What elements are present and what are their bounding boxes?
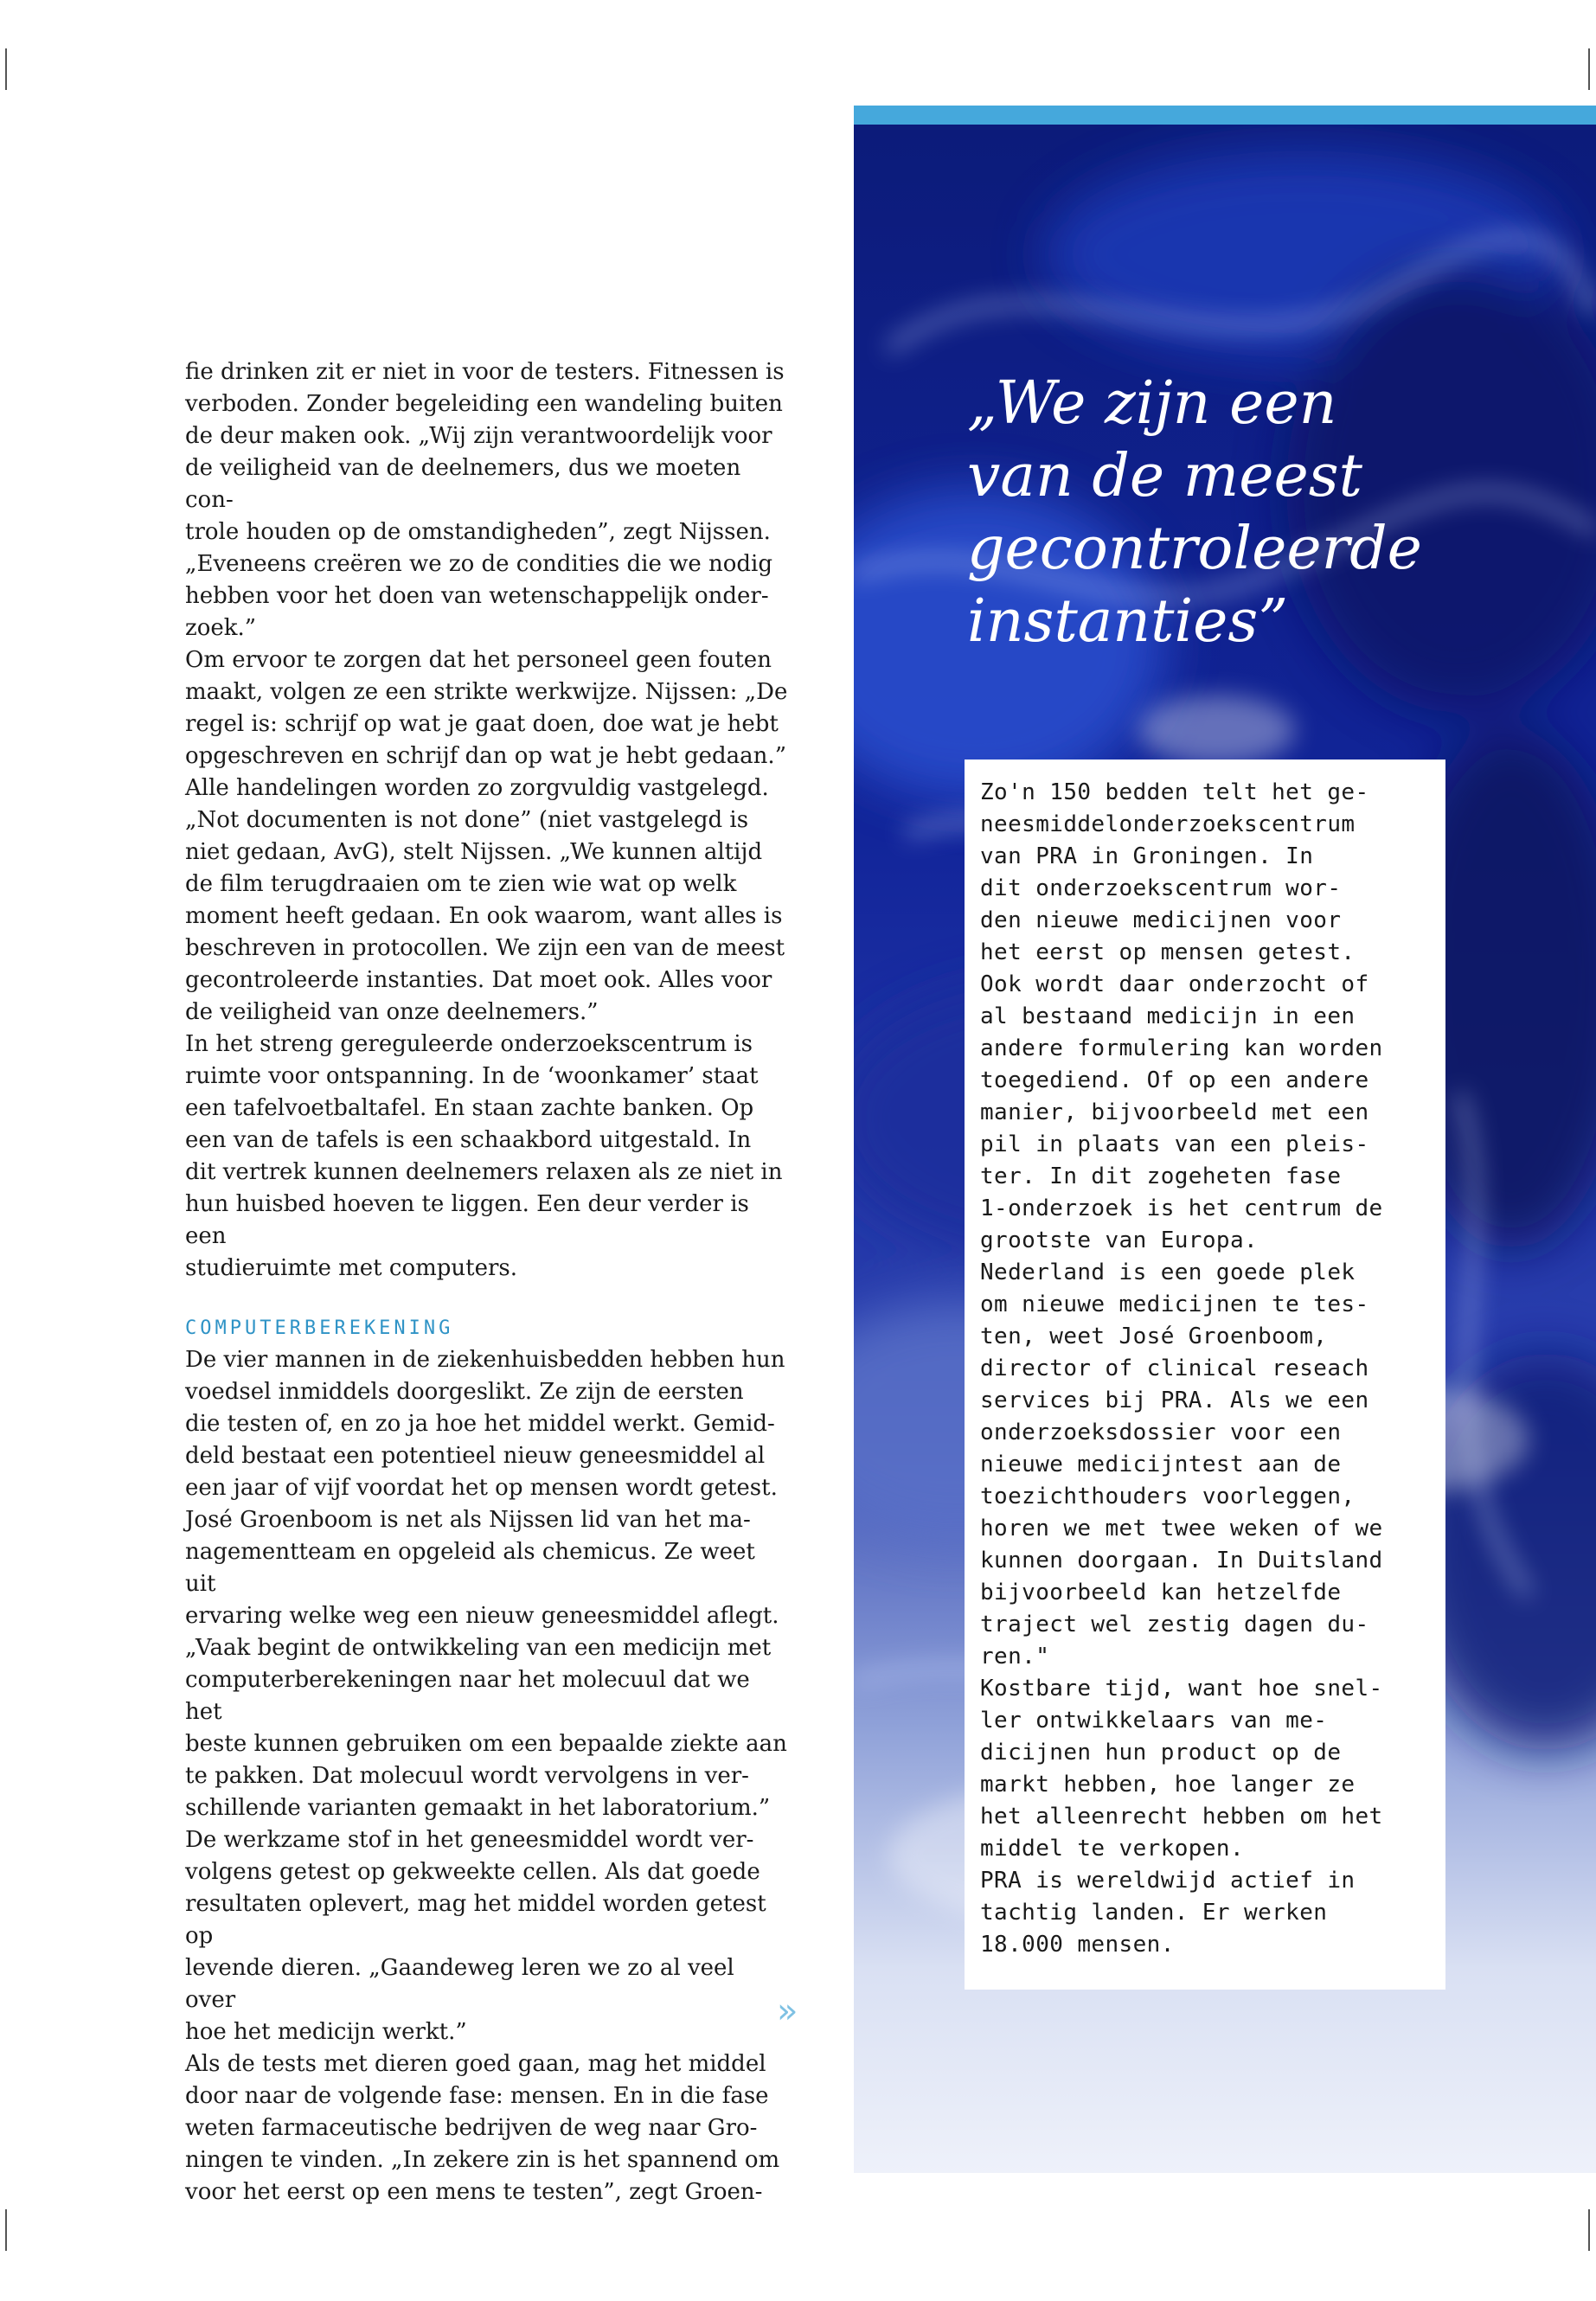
accent-bar bbox=[854, 106, 1596, 125]
article-paragraph: In het streng gereguleerde onderzoekscentrum is ruimte voor ontspanning. In de ‘woonkamer’ staat een tafelvoetbaltafel. En staan zachte banken. Op een van de tafels is een schaakbord uitgestald. In dit vertrek kunnen deelnemers relaxen als ze niet in hun huisbed hoeven te liggen. Een deur verder is een studieruimte met computers. bbox=[185, 1031, 783, 1281]
article-paragraph: Om ervoor te zorgen dat het personeel geen fouten maakt, volgen ze een strikte werkwijze. Nijssen: „De regel is: schrijf op wat je gaat doen, doe wat je hebt opgeschreven en schrijf dan op wat je hebt gedaan.” Alle handelingen worden zo zorgvuldig vastgelegd. „Not documenten is not done” (niet vastgelegd is niet gedaan, AvG), stelt Nijssen. „We kunnen altijd de film terugdraaien om te zien wie wat op welk moment heeft gedaan. En ook waarom, want alles is beschreven in protocollen. We zijn een van de meest gecontroleerde instanties. Dat moet ook. Alles voor de veiligheid van onze deelnemers.” bbox=[185, 647, 788, 1025]
crop-mark bbox=[5, 48, 7, 90]
fact-box bbox=[965, 760, 1445, 1990]
crop-mark bbox=[5, 2209, 7, 2251]
fact-box-text: Zo'n 150 bedden telt het ge- neesmiddelonderzoekscentrum van PRA in Groningen. In dit onderzoekscentrum wor- den nieuwe medicijnen voor het eerst op mensen getest. Ook wordt daar onderzocht of al bestaand medicijn in een andere formulering kan worden toegediend. Of op een andere manier, bijvoorbeeld met een pil in plaats van een pleis- ter. In dit zogeheten fase 1-onderzoek is het centrum de grootste van Europa. Nederland is een goede plek om nieuwe medicijnen te tes- ten, weet José Groenboom, director of clinical reseach services bij PRA. Als we een onderzoeksdossier voor een nieuwe medicijntest aan de toezichthouders voorleggen, horen we met twee weken of we kunnen doorgaan. In Duitsland bijvoorbeeld kan hetzelfde traject wel zestig dagen du- ren." Kostbare tijd, want hoe snel- ler ontwikkelaars van me- dicijnen hun product op de markt hebben, hoe langer ze het alleenrecht hebben om het middel te verkopen. PRA is wereldwijd actief in tachtig landen. Er werken 18.000 mensen. bbox=[980, 779, 1383, 1958]
article-paragraph: Als de tests met dieren goed gaan, mag het middel door naar de volgende fase: mensen. En in die fase weten farmaceutische bedrijven de weg naar Gro- ningen te vinden. „In zekere zin is het spannend om voor het eerst op een mens te testen”, zegt Groen- bbox=[185, 2051, 780, 2205]
article-paragraph: De vier mannen in de ziekenhuisbedden hebben hun voedsel inmiddels doorgeslikt. Ze zijn de eersten die testen of, en zo ja hoe het middel werkt. Gemid- deld bestaat een potentieel nieuw geneesmiddel al een jaar of vijf voordat het op mensen wordt getest. José Groenboom is net als Nijssen lid van het ma- nagementteam en opgeleid als chemicus. Ze weet uit ervaring welke weg een nieuw geneesmiddel aflegt. „Vaak begint de ontwikkeling van een medicijn met computerberekeningen naar het molecuul dat we het beste kunnen gebruiken om een bepaalde ziekte aan te pakken. Dat molecuul wordt vervolgens in ver- schillende varianten gemaakt in het laboratorium.” bbox=[185, 1347, 787, 1821]
crop-mark bbox=[1588, 2209, 1590, 2251]
crop-mark bbox=[1588, 48, 1590, 90]
continue-arrow-icon: » bbox=[777, 1991, 798, 2031]
pull-quote: „We zijn een van de meest gecontroleerde instanties” bbox=[967, 369, 1422, 656]
article-paragraph: fie drinken zit er niet in voor de testers. Fitnessen is verboden. Zonder begeleiding een wandeling buiten de deur maken ook. „Wij zijn verantwoordelijk voor de veiligheid van de deelnemers, dus we moeten con- trole houden op de omstandigheden”, zegt Nijssen. „Eveneens creëren we zo de condities die we nodig hebben voor het doen van wetenschappelijk onder- zoek.” bbox=[185, 359, 785, 641]
article-body bbox=[185, 356, 791, 2208]
section-heading: COMPUTERBEREKENING bbox=[185, 1317, 454, 1339]
article-paragraph: De werkzame stof in het geneesmiddel wordt ver- volgens getest op gekweekte cellen. Als dat goede resultaten oplevert, mag het middel worden getest op levende dieren. „Gaandeweg leren we zo al veel over hoe het medicijn werkt.” bbox=[185, 1827, 766, 2045]
